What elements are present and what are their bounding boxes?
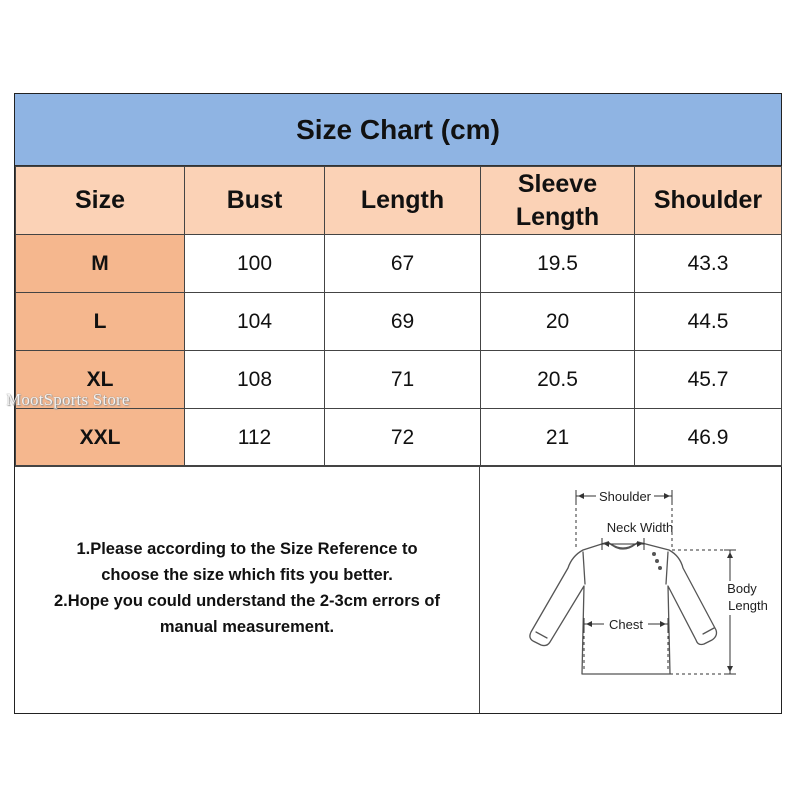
sleeve-length-cell: 20.5 <box>481 351 635 409</box>
length-cell: 72 <box>325 409 481 467</box>
bust-cell: 108 <box>185 351 325 409</box>
note-line: 1.Please according to the Size Reference to <box>76 539 418 558</box>
bust-cell: 104 <box>185 293 325 351</box>
header-length: Length <box>325 167 481 235</box>
table-row <box>16 293 782 351</box>
chart-title: Size Chart (cm) <box>15 94 781 166</box>
length-cell: 69 <box>325 293 481 351</box>
sleeve-length-cell: 21 <box>481 409 635 467</box>
length-cell: 71 <box>325 351 481 409</box>
size-cell: XL <box>16 351 185 409</box>
shoulder-label: Shoulder <box>598 489 652 504</box>
note-line: choose the size which fits you better. <box>101 565 393 584</box>
length-cell: 67 <box>325 235 481 293</box>
bust-cell: 100 <box>185 235 325 293</box>
shoulder-cell: 43.3 <box>635 235 782 293</box>
size-cell: XXL <box>16 409 185 467</box>
table-row <box>16 351 782 409</box>
neck-width-label: Neck Width <box>606 520 674 535</box>
store-watermark: MootSports Store <box>6 390 130 409</box>
note-line: manual measurement. <box>159 617 335 636</box>
info-section <box>15 465 781 713</box>
size-cell: L <box>16 293 185 351</box>
measurement-diagram <box>480 466 781 713</box>
sleeve-length-cell: 20 <box>481 293 635 351</box>
header-bust: Bust <box>185 167 325 235</box>
shoulder-cell: 44.5 <box>635 293 782 351</box>
sweatshirt-icon <box>480 466 781 713</box>
sleeve-length-cell: 19.5 <box>481 235 635 293</box>
header-row <box>16 167 782 235</box>
header-sleeve-length: Sleeve Length <box>481 167 635 235</box>
measurement-notes <box>15 466 480 713</box>
size-table <box>15 166 782 467</box>
bust-cell: 112 <box>185 409 325 467</box>
header-size: Size <box>16 167 185 235</box>
table-row <box>16 235 782 293</box>
body-length-label: Body <box>727 581 757 596</box>
note-line: 2.Hope you could understand the 2-3cm errors of <box>54 591 440 610</box>
body-length-label: Length <box>728 598 768 613</box>
shoulder-cell: 46.9 <box>635 409 782 467</box>
table-row <box>16 409 782 467</box>
shoulder-cell: 45.7 <box>635 351 782 409</box>
size-cell: M <box>16 235 185 293</box>
header-shoulder: Shoulder <box>635 167 782 235</box>
chest-label: Chest <box>609 617 643 632</box>
